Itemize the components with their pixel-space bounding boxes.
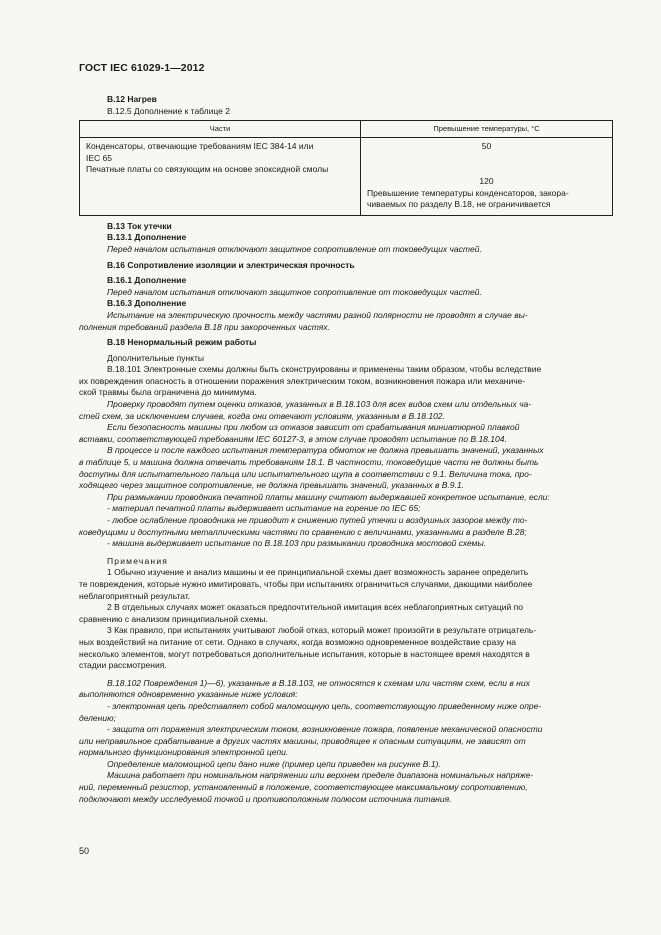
b18-101-line1: В.18.101 Электронные схемы должны быть сконструированы и применены таким образом, чтобы вследствие [107, 364, 542, 375]
note3-line1: 3 Как правило, при испытаниях учитывают любой отказ, который может произойти в результате отрицатель- [107, 625, 537, 636]
temperature-table [79, 120, 613, 216]
table-row2-part: Печатные платы со связующим на основе эпоксидной смолы [86, 164, 329, 175]
b18-102-item2-line1: - защита от поражения электрическим током, возникновение пожара, появление механической опасности [107, 724, 543, 735]
section-b12-5: В.12.5 Дополнение к таблице 2 [107, 105, 230, 116]
b18-break-intro: При размыкании проводника печатной платы машину считают выдержавшей конкретное испытание, если: [107, 491, 550, 502]
b18-check-line1: Проверку проводят путем оценки отказов, указанных в В.18.103 для всех видов схем или отдельных ча- [107, 399, 532, 410]
note1-line2: те повреждения, которые нужно имитировать, чтобы при испытаниях ограничиться случаями, дающими наиболее [79, 578, 533, 589]
b18-temp-line1: В процессе и после каждого испытания температура обмоток не должна превышать значений, указанных [107, 445, 544, 456]
section-b16-3: В.16.3 Дополнение [107, 298, 187, 309]
table-row2-note-line1: Превышение температуры конденсаторов, закора- [367, 187, 569, 198]
note3-line3: несколько элементов, могут потребоваться дополнительные испытания, которые в настоящее время находятся в [79, 648, 530, 659]
b18-temp-line2: в таблице 5, и машина должна отвечать требованиям 18.1. В частности, токоведущие части не должны быть [79, 457, 539, 468]
b18-102-item1-line1: - электронная цепь представляет собой маломощную цепь, соответствующую приведенному ниже опре- [107, 700, 542, 711]
note3-line4: стадии рассмотрения. [79, 660, 167, 671]
b18-fuse-line2: вставки, соответствующей требованиям IEC 60127-3, в этом случае проводят испытание по В.18.104. [79, 433, 507, 444]
note1-line3: неблагоприятный результат. [79, 590, 191, 601]
table-header-row [80, 121, 613, 138]
section-b13-title: В.13 Ток утечки [107, 220, 172, 231]
b18-machine-line1: Машина работает при номинальном напряжении или верхнем пределе диапазона номинальных напряже- [107, 770, 534, 781]
b18-temp-line3: доступны для испытательного пальца или испытательного щупа в соответствии с 9.1. Величина тока, про- [79, 468, 532, 479]
table-row2-value: 120 [479, 175, 494, 186]
section-b16-3-text-line2: полнения требований раздела В.18 при закороченных частях. [79, 321, 330, 332]
b18-101-line2: их повреждения опасность в отношении поражения электрическим током, возникновения пожара или механиче- [79, 375, 526, 386]
table-row2-note-line2: чиваемых по разделу В.18, не ограничивается [367, 199, 551, 210]
b18-102-item1-line2: делению; [79, 712, 116, 723]
b18-101-line3: ской травмы была ограничена до минимума. [79, 387, 257, 398]
note2-line1: 2 В отдельных случаях может оказаться предпочтительной имитация всех неблагоприятных ситуаций по [107, 602, 523, 613]
page-content [79, 94, 612, 805]
section-b16-3-text-line1: Испытание на электрическую прочность между частями разной полярности не проводят в случае вы- [107, 309, 528, 320]
note1-line1: 1 Обычно изучение и анализ машины и ее принципиальной схемы дает возможность заранее определить [107, 567, 529, 578]
b18-break-item2-line2: коведущими и доступными металлическими частями по сравнению с величинами, указанными в разделе В.28; [79, 526, 527, 537]
notes-title: Примечания [107, 555, 169, 566]
note2-line2: сравнению с анализом принципиальной схемы. [79, 613, 268, 624]
b18-break-item1: - материал печатной платы выдерживает испытание на горение по IEC 65; [107, 503, 421, 514]
table-row [80, 138, 613, 216]
table-row1-part-line1: Конденсаторы, отвечающие требованиям IEC 384-14 или [86, 141, 314, 152]
b18-break-item3: - машина выдерживает испытание по В.18.103 при размыкании проводника мостовой схемы. [107, 538, 487, 549]
b18-fuse-line1: Если безопасность машины при любом из отказов зависит от срабатывания миниатюрной плавкой [107, 422, 520, 433]
b18-102-line2: выполняются одновременно указанные ниже условия: [79, 689, 298, 700]
b18-102-line1: В.18.102 Повреждения 1)—6), указанные в В.18.103, не относятся к схемам или частям схем, если в них [107, 677, 530, 688]
table-row1-part-line2: IEC 65 [86, 152, 112, 163]
b18-intro: Дополнительные пункты [107, 352, 205, 363]
section-b13-1: В.13.1 Дополнение [107, 232, 187, 243]
b18-102-item2-line3: нормального функционирования электронной цепи. [79, 747, 289, 758]
table-header-temperature: Превышение температуры, °С [361, 121, 613, 138]
b18-check-line2: стей схем, за исключением случаев, когда они отвечают условиям, указанным в В.18.102. [79, 410, 445, 421]
section-b13-1-text: Перед началом испытания отключают защитное сопротивление от токоведущих частей. [107, 243, 482, 254]
section-b16-title: В.16 Сопротивление изоляции и электрическая прочность [107, 259, 355, 270]
table-cell-values [361, 138, 613, 216]
b18-temp-line4: ходящего через защитное сопротивление, не должна превышать значений, указанных в В.9.1. [79, 480, 464, 491]
section-b12-title: В.12 Нагрев [107, 94, 157, 104]
b18-machine-line3: подключают между исследуемой точкой и противоположным полюсом источника питания. [79, 793, 452, 804]
page-number: 50 [79, 846, 90, 856]
table-cell-parts [80, 138, 361, 216]
b18-102-item2-line2: или неправильное срабатывание в других частях машины, приводящее к опасным ситуациям, не зависят от [79, 735, 526, 746]
standard-header: ГОСТ IEC 61029-1—2012 [79, 62, 205, 74]
table-header-parts: Части [80, 121, 361, 138]
section-b16-1: В.16.1 Дополнение [107, 275, 187, 286]
note3-line2: ных воздействий на питание от сети. Однако в случаях, когда возможно одновременное воздействие сразу на [79, 636, 516, 647]
table-row1-value: 50 [481, 141, 492, 152]
b18-machine-line2: ний, переменный резистор, установленный в положение, соответствующее максимальному сопротивлению, [79, 782, 528, 793]
b18-break-item2-line1: - любое ослабление проводника не приводит к снижению путей утечки и воздушных зазоров между то- [107, 515, 528, 525]
b18-definition: Определение маломощной цепи дано ниже (пример цепи приведен на рисунке В.1). [107, 758, 441, 769]
section-b16-1-text: Перед началом испытания отключают защитное сопротивление от токоведущих частей. [107, 286, 482, 297]
section-b18-title: В.18 Ненормальный режим работы [107, 337, 257, 348]
